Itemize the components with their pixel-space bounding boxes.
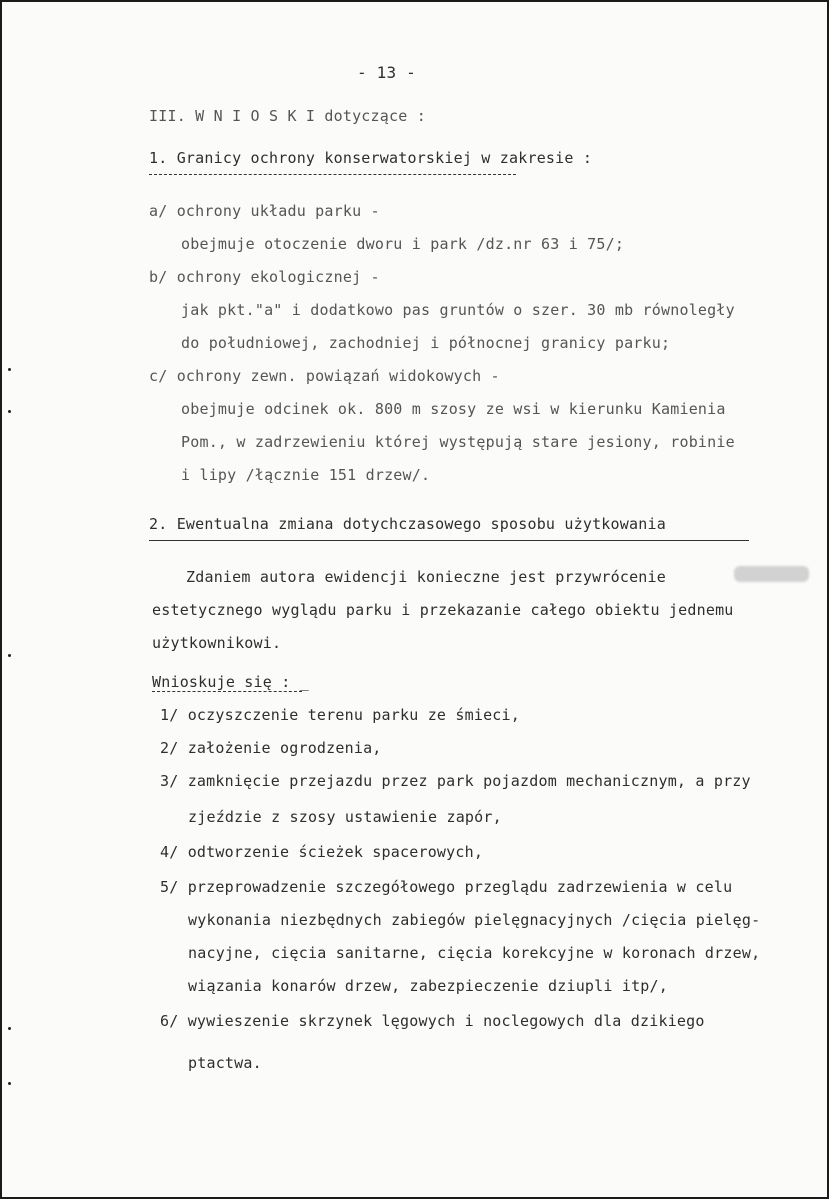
- section-heading: III. W N I O S K I dotyczące :: [149, 107, 426, 125]
- recommendation-line: 4/ odtworzenie ścieżek spacerowych,: [160, 843, 484, 861]
- margin-speck: [8, 410, 11, 413]
- margin-speck: [8, 1082, 11, 1085]
- item2-paragraph-line: użytkownikowi.: [152, 634, 282, 652]
- item1-heading-underline: [149, 174, 516, 175]
- item2-paragraph-line: estetycznego wyglądu parku i przekazanie całego obiektu jednemu: [152, 601, 734, 619]
- recommendation-line: 1/ oczyszczenie terenu parku ze śmieci,: [160, 706, 520, 724]
- item1-line: jak pkt."a" i dodatkowo pas gruntów o szer. 30 mb równoległy: [181, 301, 735, 319]
- item2-heading: 2. Ewentualna zmiana dotychczasowego sposobu użytkowania: [149, 515, 666, 533]
- item1-line: i lipy /łącznie 151 drzew/.: [181, 466, 431, 484]
- wnioskuje-label: Wnioskuje się : _: [152, 673, 309, 691]
- item1-line: do południowej, zachodniej i północnej granicy parku;: [181, 334, 671, 352]
- recommendation-line: 3/ zamknięcie przejazdu przez park pojazdom mechanicznym, a przy: [160, 772, 751, 790]
- margin-speck: [8, 368, 11, 371]
- item1-line: Pom., w zadrzewieniu której występują stare jesiony, robinie: [181, 433, 735, 451]
- redaction-blot: [734, 566, 809, 582]
- recommendation-line: zjeździe z szosy ustawienie zapór,: [188, 808, 502, 826]
- recommendation-line: 2/ założenie ogrodzenia,: [160, 739, 382, 757]
- recommendation-line: 5/ przeprowadzenie szczegółowego przeglądu zadrzewienia w celu: [160, 878, 733, 896]
- item2-paragraph-line: Zdaniem autora ewidencji konieczne jest przywrócenie: [186, 568, 666, 586]
- recommendation-line: 6/ wywieszenie skrzynek lęgowych i noclegowych dla dzikiego: [160, 1012, 705, 1030]
- item1-line: obejmuje otoczenie dworu i park /dz.nr 63 i 75/;: [181, 235, 625, 253]
- recommendation-line: ptactwa.: [188, 1054, 262, 1072]
- wnioskuje-underline: [152, 691, 302, 692]
- recommendation-line: wiązania konarów drzew, zabezpieczenie dziupli itp/,: [188, 977, 668, 995]
- item1-line: b/ ochrony ekologicznej -: [149, 268, 380, 286]
- margin-speck: [8, 1027, 11, 1030]
- item1-line: c/ ochrony zewn. powiązań widokowych -: [149, 367, 500, 385]
- item1-line: a/ ochrony układu parku -: [149, 202, 380, 220]
- item1-line: obejmuje odcinek ok. 800 m szosy ze wsi w kierunku Kamienia: [181, 400, 726, 418]
- page-number: - 13 -: [357, 63, 416, 82]
- margin-speck: [8, 654, 11, 657]
- recommendation-line: wykonania niezbędnych zabiegów pielęgnacyjnych /cięcia pielęg-: [188, 911, 761, 929]
- item2-heading-underline: [149, 540, 749, 541]
- recommendation-line: nacyjne, cięcia sanitarne, cięcia korekcyjne w koronach drzew,: [188, 944, 761, 962]
- item1-heading: 1. Granicy ochrony konserwatorskiej w zakresie :: [149, 149, 593, 167]
